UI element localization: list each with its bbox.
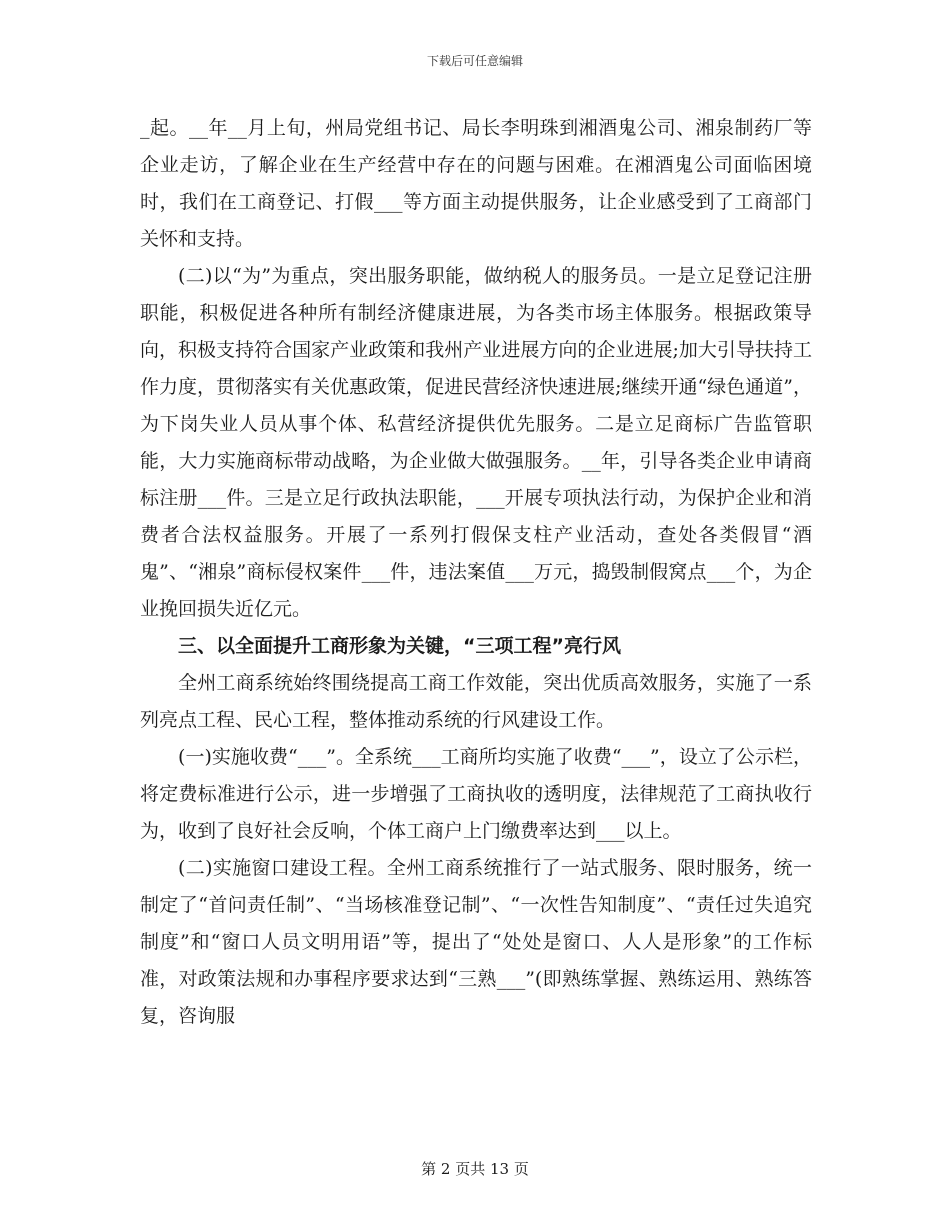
paragraph-continuation: _起。__年__月上旬，州局党组书记、局长李明珠到湘酒鬼公司、湘泉制药厂等企业走访，了解企业在生产经营中存在的问题与困难。在湘酒鬼公司面临困境时，我们在工商登记、打假___等方面主动提供服务，让企业感受到了工商部门关怀和支持。 — [140, 117, 812, 250]
paragraph-fee-project: (一)实施收费“___”。全系统___工商所均实施了收费“___”，设立了公示栏，将定费标准进行公示，进一步增强了工商执收的透明度，法律规范了工商执收行为，收到了良好社会反响，个体工商户上门缴费率达到___以上。 — [140, 746, 812, 842]
document-body — [140, 110, 812, 1035]
section-heading-three: 三、以全面提升工商形象为关键，“三项工程”亮行风 — [178, 635, 621, 657]
paragraph-window-project: (二)实施窗口建设工程。全州工商系统推行了一站式服务、限时服务，统一制定了“首问责任制”、“当场核准登记制”、“一次性告知制度”、“责任过失追究制度”和“窗口人员文明用语”等，提出了“处处是窗口、人人是形象”的工作标准，对政策法规和办事程序要求达到“三熟___”(即熟练掌握、熟练运用、熟练答复，咨询服 — [140, 857, 812, 1027]
paragraph-section-intro: 全州工商系统始终围绕提高工商工作效能，突出优质高效服务，实施了一系列亮点工程、民心工程，整体推动系统的行风建设工作。 — [140, 672, 812, 731]
paragraph-service-functions: (二)以“为”为重点，突出服务职能，做纳税人的服务员。一是立足登记注册职能，积极促进各种所有制经济健康进展，为各类市场主体服务。根据政策导向，积极支持符合国家产业政策和我州产业进展方向的企业进展;加大引导扶持工作力度，贯彻落实有关优惠政策，促进民营经济快速进展;继续开通“绿色通道”，为下岗失业人员从事个体、私营经济提供优先服务。二是立足商标广告监管职能，大力实施商标带动战略，为企业做大做强服务。__年，引导各类企业申请商标注册___件。三是立足行政执法职能，___开展专项执法行动，为保护企业和消费者合法权益服务。开展了一系列打假保支柱产业活动，查处各类假冒“酒鬼”、“湘泉”商标侵权案件___件，违法案值___万元，捣毁制假窝点___个，为企业挽回损失近亿元。 — [140, 265, 812, 620]
page-header: 下载后可任意编辑 — [426, 54, 523, 68]
page-footer: 第 2 页共 13 页 — [421, 1160, 529, 1178]
